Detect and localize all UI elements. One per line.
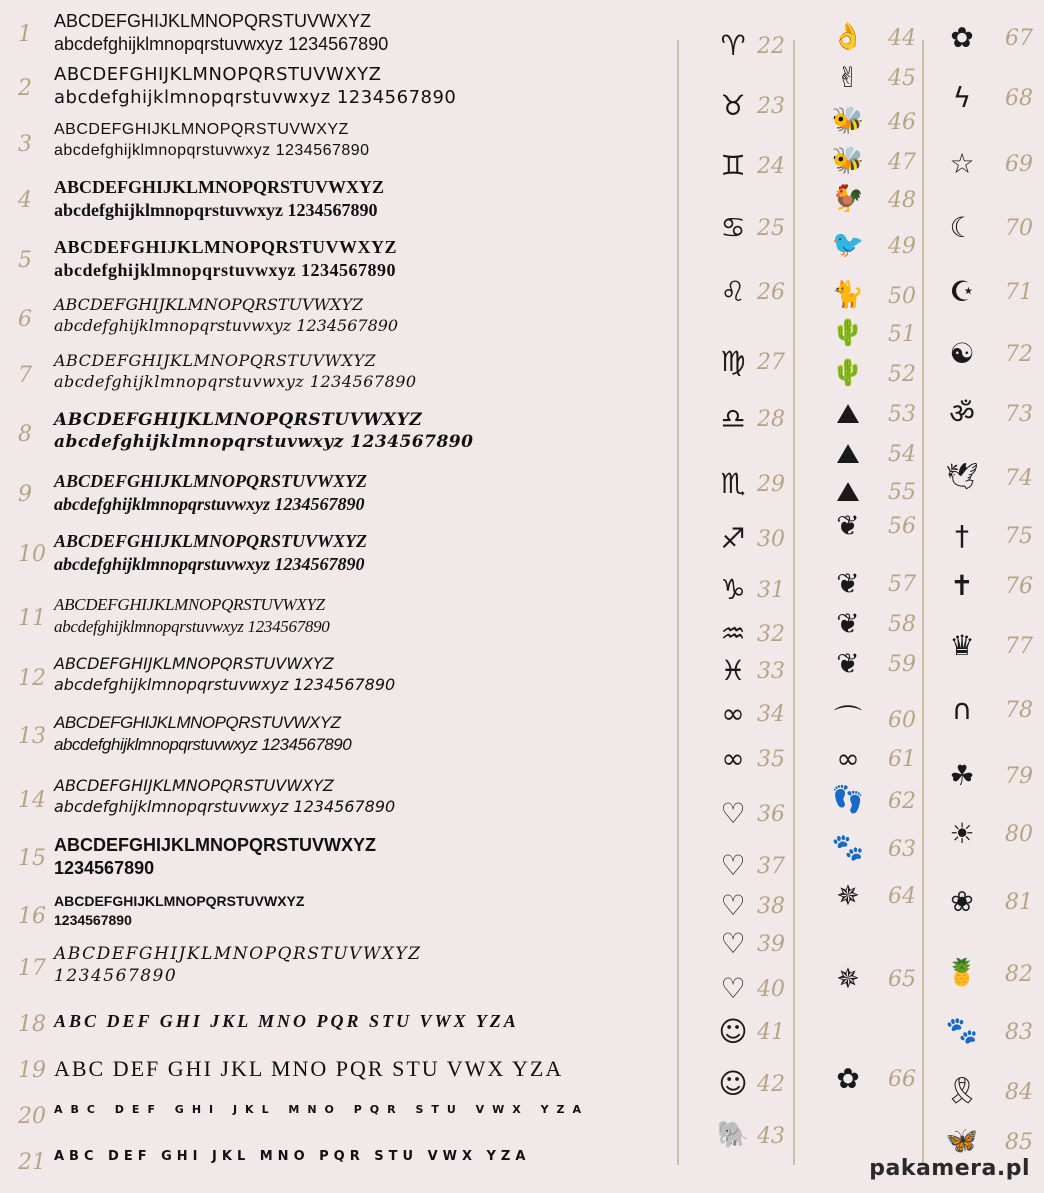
symbol-number: 27 [757,350,785,375]
font-number: 10 [18,542,46,567]
scorpio-icon: ♏ [720,467,746,500]
uppercase-sample: ABCDEFGHIJKLMNOPQRSTUVWXYZ [54,713,341,732]
uppercase-sample: ABCDEFGHIJKLMNOPQRSTUVWXYZ [54,121,349,138]
lowercase-sample: 1234567890 [54,858,155,878]
symbol-number: 64 [888,884,916,909]
cat-icon: 🐈 [831,280,865,310]
butterfly-icon: 🦋 [945,1126,979,1156]
font-number: 15 [18,846,46,871]
uppercase-sample: ABC DEF GHI JKL MNO PQR STU VWX YZA [54,1056,564,1081]
font-number: 18 [18,1012,46,1037]
lowercase-sample: abcdefghijklmnopqrstuvwxyz 1234567890 [54,316,399,335]
double-heart-icon: ♡ [720,927,746,960]
symbol-number: 72 [1005,342,1033,367]
symbol-number: 58 [888,612,916,637]
paw-icon: 🐾 [945,1016,979,1046]
uppercase-sample: ABC DEF GHI JKL MNO PQR STU VWX YZA [54,1103,590,1116]
cactus-tall-icon: 🌵 [831,358,865,388]
compass-star-icon: ✵ [836,962,860,995]
symbol-number: 22 [757,34,785,59]
symbol-number: 33 [757,659,785,684]
lightning-icon: ϟ [952,81,972,114]
compass-rose-icon: ✵ [836,879,860,912]
symbol-number: 31 [757,578,785,603]
heart-swirl-icon: ♡ [720,797,746,830]
uppercase-sample: ABC DEF GHI JKL MNO PQR STU VWX YZA [54,1011,519,1031]
wildflower-bouquet-icon: ✿ [836,1062,860,1095]
aries-icon: ♈ [720,29,746,62]
symbol-number: 56 [888,514,916,539]
paw-prints-icon: 🐾 [831,833,865,863]
font-number: 17 [18,956,46,981]
symbol-number: 36 [757,802,785,827]
cancer-icon: ♋ [720,211,746,244]
rose-icon: ❀ [950,885,974,918]
font-number: 6 [18,307,32,332]
symbol-number: 52 [888,362,916,387]
lowercase-sample: abcdefghijklmnopqrstuvwxyz 1234567890 [54,554,365,574]
symbol-number: 47 [888,150,916,175]
cactus-icon: 🌵 [831,318,865,348]
symbol-number: 85 [1005,1130,1033,1155]
uppercase-sample: ABCDEFGHIJKLMNOPQRSTUVWXYZ [54,64,382,85]
uppercase-sample: ABCDEFGHIJKLMNOPQRSTUVWXYZ [54,654,334,673]
uppercase-sample: ABCDEFGHIJKLMNOPQRSTUVWXYZ [54,776,334,795]
font-number: 19 [18,1058,46,1083]
symbol-number: 51 [888,322,916,347]
symbol-number: 29 [757,472,785,497]
symbol-number: 73 [1005,402,1033,427]
symbol-number: 40 [757,977,785,1002]
taurus-icon: ♉ [720,89,746,122]
uppercase-sample: ABCDEFGHIJKLMNOPQRSTUVWXYZ [54,471,368,491]
symbol-number: 44 [888,26,916,51]
symbol-number: 79 [1005,764,1033,789]
halo-wings-icon: ❦ [836,647,860,680]
symbol-number: 25 [757,216,785,241]
symbol-number: 82 [1005,962,1033,987]
symbol-number: 38 [757,894,785,919]
lowercase-sample: abcdefghijklmnopqrstuvwxyz 1234567890 [54,617,330,636]
symbol-number: 83 [1005,1020,1033,1045]
symbol-number: 45 [888,66,916,91]
font-number: 20 [18,1104,46,1129]
ok-hand-icon: 👌 [831,22,865,52]
peace-hand-icon: ✌ [836,61,860,94]
font-number: 5 [18,248,32,273]
font-number: 14 [18,788,46,813]
uppercase-sample: ABCDEFGHIJKLMNOPQRSTUVWXYZ [54,835,377,855]
hen-icon: 🐓 [831,184,865,214]
symbol-number: 48 [888,188,916,213]
symbol-number: 66 [888,1067,916,1092]
flower-bouquet-icon: ✿ [950,21,974,54]
awareness-ribbon-icon: 🎗 [945,1076,979,1106]
divider-line [793,40,795,1165]
heart-outline-small-icon: ♡ [720,889,746,922]
leo-icon: ♌ [720,275,746,308]
lowercase-sample: abcdefghijklmnopqrstuvwxyz 1234567890 [54,200,378,220]
symbol-number: 59 [888,652,916,677]
uppercase-sample: ABCDEFGHIJKLMNOPQRSTUVWXYZ [54,531,368,551]
mountain-trees-icon: ⛰ [836,397,860,430]
symbol-number: 37 [757,854,785,879]
font-number: 1 [18,22,32,47]
libra-icon: ♎ [720,402,746,435]
capricorn-icon: ♑ [720,573,746,606]
heart-eyes-smiley-icon: ☺ [718,1067,748,1100]
rainbow-icon: ⌒ [833,703,862,736]
symbol-number: 69 [1005,152,1033,177]
virgo-icon: ♍ [720,345,746,378]
symbol-number: 54 [888,442,916,467]
font-number: 8 [18,422,32,447]
infinity-swirl-icon: ∞ [721,742,745,775]
divider-line [922,40,924,1165]
lowercase-sample: abcdefghijklmnopqrstuvwxyz 1234567890 [54,675,396,694]
lowercase-sample: abcdefghijklmnopqrstuvwxyz 1234567890 [54,432,474,452]
moon-star-icon: ☪ [949,275,975,308]
symbol-number: 57 [888,572,916,597]
pisces-icon: ♓ [720,654,746,687]
lowercase-sample: abcdefghijklmnopqrstuvwxyz 1234567890 [54,494,365,514]
symbol-number: 43 [757,1124,785,1149]
clover-icon: ☘ [949,759,975,792]
yin-yang-icon: ☯ [949,337,975,370]
symbol-number: 32 [757,622,785,647]
mountain-peaks-icon: ⛰ [836,475,860,508]
symbol-number: 42 [757,1072,785,1097]
symbol-number: 46 [888,110,916,135]
symbol-number: 67 [1005,26,1033,51]
symbol-number: 81 [1005,890,1033,915]
wings-outline-icon: ❦ [836,607,860,640]
symbol-number: 49 [888,234,916,259]
mountains-icon: ⛰ [836,437,860,470]
symbol-number: 55 [888,480,916,505]
horseshoe-icon: ∩ [951,693,973,726]
symbol-number: 53 [888,402,916,427]
watermark: pakamera.pl [869,1156,1030,1181]
symbol-number: 60 [888,708,916,733]
smiley-icon: ☺ [718,1015,748,1048]
uppercase-sample: ABCDEFGHIJKLMNOPQRSTUVWXYZ [54,295,364,314]
uppercase-sample: ABCDEFGHIJKLMNOPQRSTUVWXYZ [54,944,422,964]
open-wings-icon: ❦ [836,567,860,600]
lowercase-sample: abcdefghijklmnopqrstuvwxyz 1234567890 [54,34,389,54]
uppercase-sample: ABCDEFGHIJKLMNOPQRSTUVWXYZ [54,595,325,614]
dove-icon: 🕊 [945,462,979,492]
bee-cartoon-icon: 🐝 [831,146,865,176]
sagittarius-icon: ♐ [720,522,746,555]
crescent-moon-icon: ☾ [949,211,975,244]
uppercase-sample: ABCDEFGHIJKLMNOPQRSTUVWXYZ [54,893,305,909]
uppercase-sample: ABC DEF GHI JKL MNO PQR STU VWX YZA [54,1149,531,1164]
pineapple-icon: 🍍 [945,958,979,988]
font-number: 12 [18,666,46,691]
lowercase-sample: abcdefghijklmnopqrstuvwxyz 1234567890 [54,735,352,754]
symbol-number: 34 [757,702,785,727]
lowercase-sample: abcdefghijklmnopqrstuvwxyz 1234567890 [54,260,397,280]
symbol-number: 35 [757,747,785,772]
uppercase-sample: ABCDEFGHIJKLMNOPQRSTUVWXYZ [54,351,377,370]
lowercase-sample: abcdefghijklmnopqrstuvwxyz 1234567890 [54,372,417,391]
lowercase-sample: 1234567890 [54,912,132,928]
symbol-number: 84 [1005,1080,1033,1105]
om-icon: ॐ [949,397,975,430]
symbol-number: 61 [888,747,916,772]
elephant-icon: 🐘 [716,1120,750,1150]
sun-icon: ☀ [949,817,975,850]
baby-feet-icon: 👣 [831,785,865,815]
symbol-number: 75 [1005,524,1033,549]
angel-wings-icon: ❦ [836,509,860,542]
symbol-number: 39 [757,932,785,957]
linked-hearts-icon: ♡ [720,972,746,1005]
font-number: 4 [18,188,32,213]
symbol-number: 65 [888,967,916,992]
symbol-number: 50 [888,284,916,309]
bee-icon: 🐝 [831,106,865,136]
font-number: 13 [18,724,46,749]
aquarius-icon: ♒ [720,617,746,650]
font-number: 11 [18,606,46,631]
lowercase-sample: abcdefghijklmnopqrstuvwxyz 1234567890 [54,797,396,816]
symbol-number: 76 [1005,574,1033,599]
symbol-number: 26 [757,280,785,305]
heart-outline-icon: ♡ [720,849,746,882]
cross-icon: † [955,519,969,552]
font-number: 3 [18,132,32,157]
divider-line [677,40,679,1165]
crow-icon: 🐦 [831,230,865,260]
infinity-icon: ∞ [721,697,745,730]
symbol-number: 30 [757,527,785,552]
symbol-number: 77 [1005,634,1033,659]
symbol-number: 24 [757,154,785,179]
gemini-icon: ♊ [720,149,746,182]
lowercase-sample: 1234567890 [54,966,178,986]
symbol-number: 80 [1005,822,1033,847]
font-number: 16 [18,904,46,929]
symbol-number: 71 [1005,280,1033,305]
symbol-number: 23 [757,94,785,119]
crown-icon: ♛ [949,629,975,662]
symbol-number: 70 [1005,216,1033,241]
symbol-number: 78 [1005,698,1033,723]
uppercase-sample: ABCDEFGHIJKLMNOPQRSTUVWXYZ [54,11,372,31]
symbol-number: 28 [757,407,785,432]
symbol-number: 41 [757,1020,785,1045]
font-number: 21 [18,1150,46,1175]
uppercase-sample: ABCDEFGHIJKLMNOPQRSTUVWXYZ [54,237,398,257]
infinity-heart-icon: ∞ [836,742,860,775]
font-number: 9 [18,482,32,507]
lowercase-sample: abcdefghijklmnopqrstuvwxyz 1234567890 [54,142,370,159]
uppercase-sample: ABCDEFGHIJKLMNOPQRSTUVWXYZ [54,410,423,430]
star-icon: ☆ [949,147,975,180]
symbol-number: 63 [888,837,916,862]
symbol-number: 74 [1005,466,1033,491]
uppercase-sample: ABCDEFGHIJKLMNOPQRSTUVWXYZ [54,177,385,197]
symbol-number: 68 [1005,86,1033,111]
symbol-number: 62 [888,789,916,814]
cross-outline-icon: ✝ [950,569,974,602]
font-number: 7 [18,363,32,388]
font-number: 2 [18,76,32,101]
lowercase-sample: abcdefghijklmnopqrstuvwxyz 1234567890 [54,87,457,108]
